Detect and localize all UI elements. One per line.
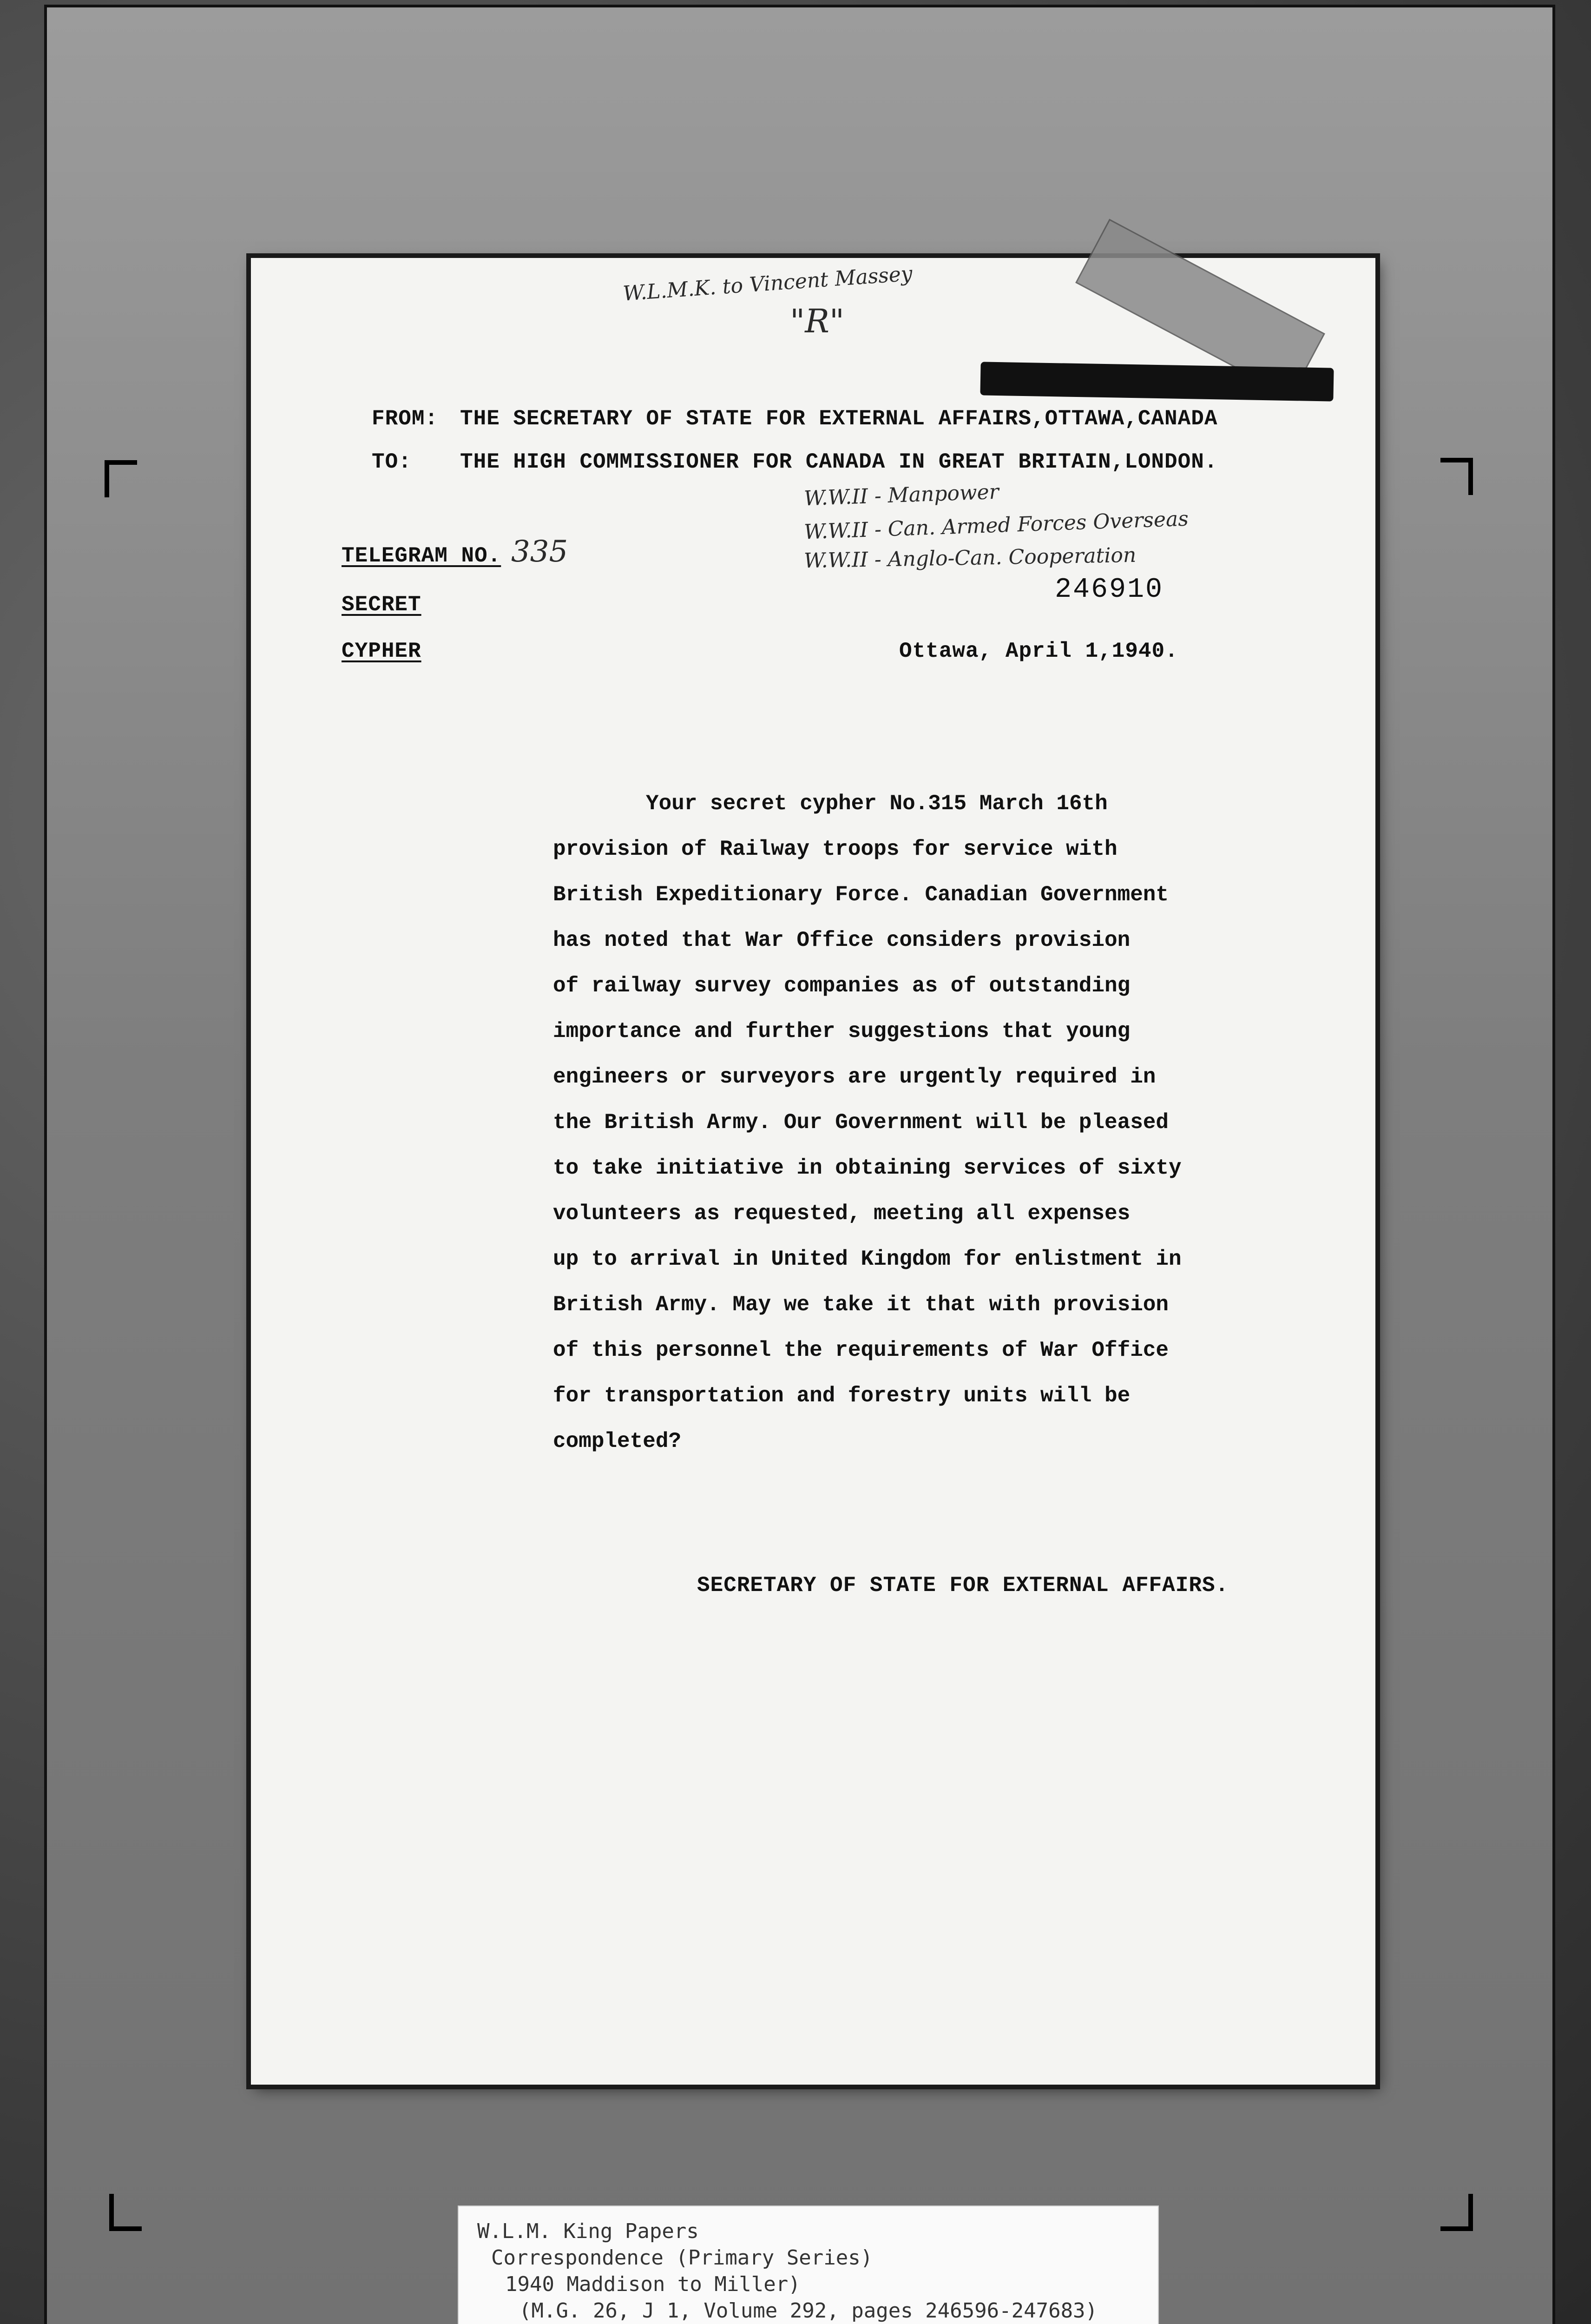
telegram-body [553,781,1296,1464]
telegram-label: TELEGRAM NO. [342,544,501,568]
transmission-method: CYPHER [342,639,421,663]
handwritten-file-3: W.W.II - Anglo-Can. Cooperation [803,543,1137,573]
redaction-bar [980,362,1334,401]
from-value: THE SECRETARY OF STATE FOR EXTERNAL AFFAIRS,OTTAWA,CANADA [460,407,1218,431]
to-label: TO: [372,450,412,474]
body-line: provision of Railway troops for service with [553,837,1118,861]
handwritten-file-1: W.W.II - Manpower [803,480,999,511]
crop-mark-top-left [105,460,137,497]
document-number: 246910 [1055,574,1164,606]
to-value: THE HIGH COMMISSIONER FOR CANADA IN GREAT BRITAIN,LONDON. [460,450,1218,474]
archive-label-line-1: W.L.M. King Papers [477,2219,699,2243]
body-line: completed? [553,1429,682,1453]
body-line: to take initiative in obtaining services of sixty [553,1156,1182,1180]
handwritten-file-2: W.W.II - Can. Armed Forces Overseas [803,507,1189,544]
body-line: for transportation and forestry units will be [553,1384,1131,1408]
body-line: of this personnel the requirements of War Office [553,1338,1169,1362]
handwritten-initial: "R" [790,302,845,340]
handwritten-top-note: W.L.M.K. to Vincent Massey [622,262,914,306]
body-line: British Expeditionary Force. Canadian Government [553,883,1169,907]
classification: SECRET [342,593,421,617]
body-line: of railway survey companies as of outstanding [553,974,1131,998]
body-line: Your secret cypher No.315 March 16th [646,792,1108,816]
archive-label-line-2: Correspondence (Primary Series) [491,2246,873,2270]
from-label: FROM: [372,407,439,431]
telegram-number: 335 [511,535,568,569]
place-date: Ottawa, April 1,1940. [899,639,1178,663]
crop-mark-bottom-left [109,2194,142,2231]
crop-mark-bottom-right [1440,2194,1473,2231]
body-line: importance and further suggestions that young [553,1019,1131,1043]
signature-line: SECRETARY OF STATE FOR EXTERNAL AFFAIRS. [697,1573,1229,1598]
body-line: volunteers as requested, meeting all expenses [553,1202,1131,1226]
body-line: the British Army. Our Government will be pleased [553,1110,1169,1135]
archive-label-line-3: 1940 Maddison to Miller) [505,2272,801,2296]
crop-mark-top-right [1440,458,1473,495]
body-line: has noted that War Office considers provision [553,928,1131,952]
body-line: engineers or surveyors are urgently required in [553,1065,1156,1089]
archive-label-line-4: (M.G. 26, J 1, Volume 292, pages 246596-247683) [519,2299,1098,2323]
body-line: British Army. May we take it that with provision [553,1293,1169,1317]
archive-label-card [458,2205,1159,2324]
body-line: up to arrival in United Kingdom for enlistment in [553,1247,1182,1271]
